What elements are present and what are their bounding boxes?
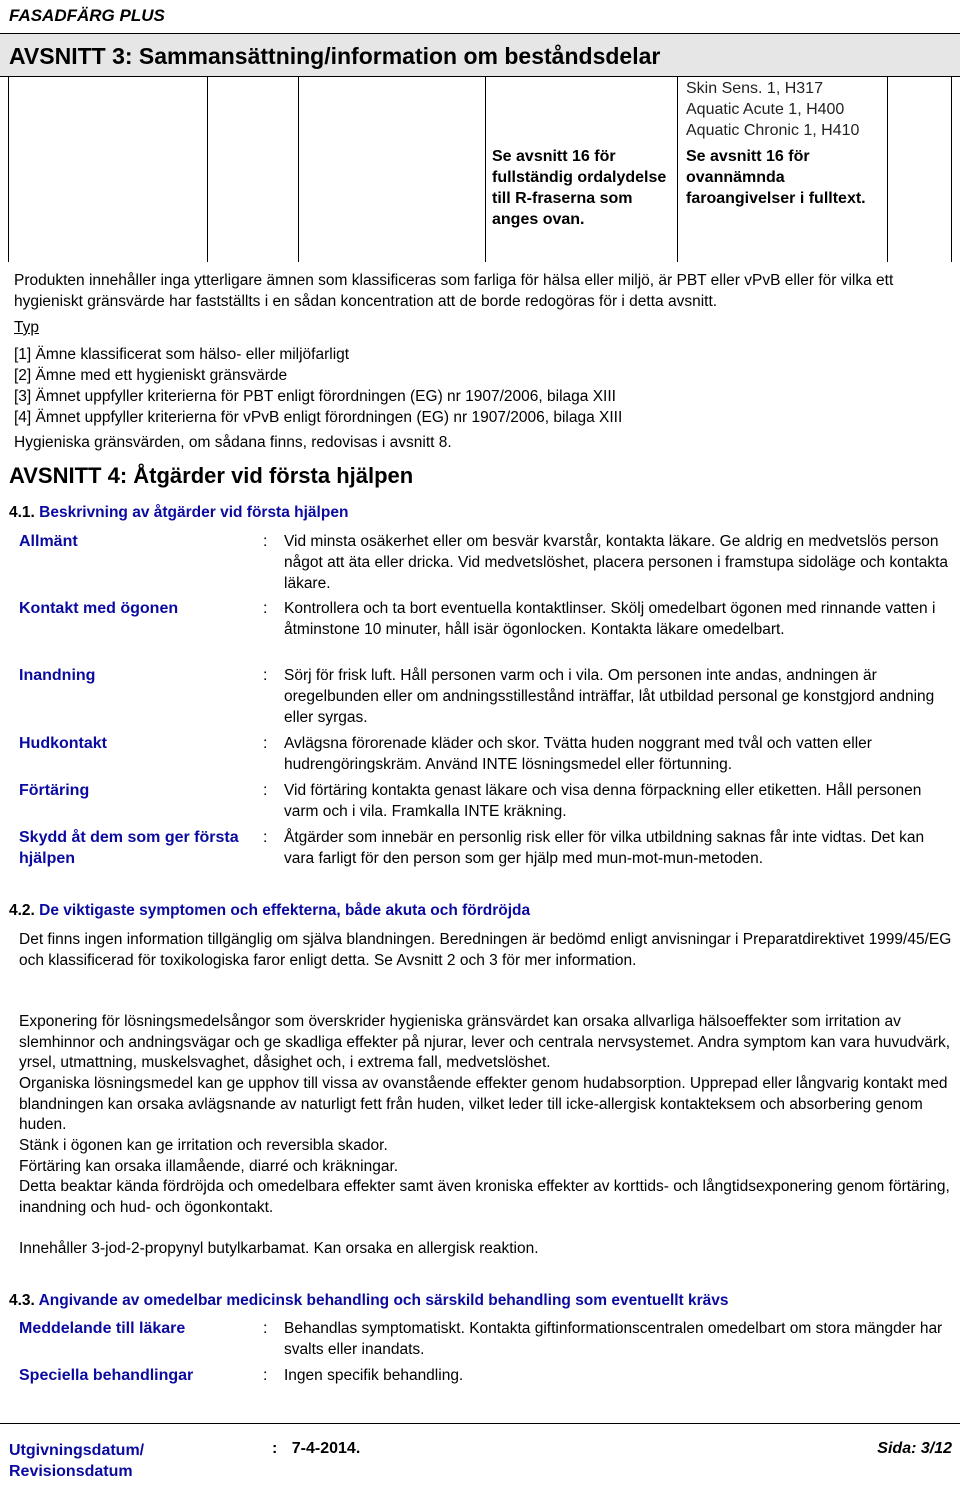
subsection-4-2 <box>9 902 530 920</box>
colon: : <box>263 667 268 684</box>
table-border <box>298 77 299 262</box>
table-border <box>207 77 208 262</box>
colon: : <box>263 782 268 799</box>
section3-title: AVSNITT 3: Sammansättning/information om beståndsdelar <box>9 43 661 69</box>
type-note-4: [4] Ämnet uppfyller kriterierna för vPvB enligt förordningen (EG) nr 1907/2006, bilaga XIII <box>14 409 623 426</box>
symptoms-paragraph-5: Förtäring kan orsaka illamående, diarré och kräkningar. <box>19 1158 399 1175</box>
value-specific-treatments: Ingen specifik behandling. <box>284 1367 464 1384</box>
symptoms-paragraph-2: Exponering för lösningsmedelsångor som överskrider hygieniska gränsvärdet kan orsaka allvarliga hälsoeffekter som irritation av slemhinnor och andningsvägar och ge skadliga effekter på njurar, lever och centrala nervsystemet. Andra symptom kan vara huvudvärk, yrsel, utmattning, muskelsvaghet, dåsighet och, i extrema fall, medvetslöshet. <box>19 1013 951 1071</box>
subsection-number: 4.3. <box>9 1292 35 1309</box>
section4-title: AVSNITT 4: Åtgärder vid första hjälpen <box>9 463 414 488</box>
colon: : <box>263 735 268 752</box>
footer-divider <box>0 1423 960 1424</box>
colon: : <box>263 533 268 550</box>
symptoms-paragraph-4: Stänk i ögonen kan ge irritation och reversibla skador. <box>19 1137 388 1154</box>
subsection-number: 4.1. <box>9 504 35 521</box>
subsection-number: 4.2. <box>9 902 35 919</box>
value-note-to-physician: Behandlas symptomatiskt. Kontakta giftinformationscentralen omedelbart om stora mängder har svalts eller inandats. <box>284 1320 943 1358</box>
table-border <box>8 77 9 262</box>
h-statements-note: Se avsnitt 16 för ovannämnda faroangivelser i fulltext. <box>686 148 866 207</box>
label-ingestion: Förtäring <box>19 782 90 799</box>
label-skin-contact: Hudkontakt <box>19 735 107 752</box>
h-statement-3: Aquatic Chronic 1, H410 <box>686 122 860 139</box>
section3-header-bar <box>0 34 960 76</box>
symptoms-paragraph-3: Organiska lösningsmedel kan ge upphov till vissa av ovanstående effekter genom hudabsorption. Upprepad eller långvarig kontakt med blandningen kan orsaka avlägsnande av naturligt fett från huden, vilket leder till icke-allergisk kontakteksem och absorbering genom huden. <box>19 1075 948 1133</box>
product-name: FASADFÄRG PLUS <box>9 6 165 25</box>
type-heading: Typ <box>14 319 39 336</box>
table-border <box>951 77 952 262</box>
label-note-to-physician: Meddelande till läkare <box>19 1320 186 1337</box>
value-ingestion: Vid förtäring kontakta genast läkare och visa denna förpackning eller etiketten. Håll personen varm och i vila. Framkalla INTE kräkning. <box>284 782 922 820</box>
value-first-aider-protection: Åtgärder som innebär en personlig risk eller för vilka utbildning saknas får inte vidtas. Det kan vara farligt för den person som ger hjälp med mun-mot-mun-metoden. <box>284 829 925 867</box>
footer-date <box>272 1440 360 1458</box>
label-inhalation: Inandning <box>19 667 96 684</box>
symptoms-paragraph-1: Det finns ingen information tillgänglig om själva blandningen. Beredningen är bedömd enligt anvisningar i Preparatdirektivet 1999/45/EG och klassificerad för toxikologiska faror enligt detta. Se Avsnitt 2 och 3 för mer information. <box>19 931 952 969</box>
colon: : <box>263 600 268 617</box>
hygiene-note: Hygieniska gränsvärden, om sådana finns, redovisas i avsnitt 8. <box>14 434 452 451</box>
table-border <box>887 77 888 262</box>
subsection-title: Angivande av omedelbar medicinsk behandling och särskild behandling som eventuellt krävs <box>38 1292 729 1309</box>
table-border <box>677 77 678 262</box>
table-border <box>485 77 486 262</box>
colon: : <box>263 1320 268 1337</box>
type-note-1: [1] Ämne klassificerat som hälso- eller miljöfarligt <box>14 346 350 363</box>
value-inhalation: Sörj för frisk luft. Håll personen varm och i vila. Om personen inte andas, andningen är oregelbunden eller om andningsstillestånd inträffar, låt utbildad personal ge konstgjord andning eller syrgas. <box>284 667 935 726</box>
subsection-title: De viktigaste symptomen och effekterna, både akuta och fördröjda <box>39 902 531 919</box>
symptoms-paragraph-6: Detta beaktar kända fördröjda och omedelbara effekter samt även kroniska effekter av korttids- och långtidsexponering genom förtäring, inandning och hud- och ögonkontakt. <box>19 1178 950 1216</box>
footer-colon: : <box>272 1440 278 1457</box>
subsection-title: Beskrivning av åtgärder vid första hjälpen <box>39 504 349 521</box>
value-allmant: Vid minsta osäkerhet eller om besvär kvarstår, kontakta läkare. Ge aldrig en medvetslös person något att äta eller dricka. Vid medvetslöshet, placera personen i framstupa sidoläge och kontakta läkare. <box>284 533 949 592</box>
page-number: Sida: 3/12 <box>877 1440 952 1457</box>
h-statement-1: Skin Sens. 1, H317 <box>686 80 823 97</box>
footer-date-label: Utgivningsdatum/ Revisionsdatum <box>9 1442 145 1480</box>
r-phrases-note: Se avsnitt 16 för fullständig ordalydelse till R-fraserna som anges ovan. <box>492 148 667 228</box>
label-allmant: Allmänt <box>19 533 78 550</box>
colon: : <box>263 829 268 846</box>
intro-paragraph: Produkten innehåller inga ytterligare ämnen som klassificeras som farliga för hälsa eller miljö, är PBT eller vPvB eller för vilka ett hygieniskt gränsvärde har fastställts i en sådan koncentration att de borde redogöras för i detta avsnitt. <box>14 272 894 310</box>
subsection-4-3 <box>9 1292 729 1310</box>
value-skin-contact: Avlägsna förorenade kläder och skor. Tvätta huden noggrant med tvål och vatten eller hudrengöringskräm. Använd INTE lösningsmedel eller förtunning. <box>284 735 872 773</box>
value-eye-contact: Kontrollera och ta bort eventuella kontaktlinser. Skölj omedelbart ögonen med rinnande vatten i åtminstone 10 minuter, håll isär ögonlocken. Kontakta läkare omedelbart. <box>284 600 936 638</box>
subsection-4-1 <box>9 504 348 522</box>
label-eye-contact: Kontakt med ögonen <box>19 600 179 617</box>
header-bar-divider <box>0 76 960 77</box>
symptoms-paragraph-7: Innehåller 3-jod-2-propynyl butylkarbamat. Kan orsaka en allergisk reaktion. <box>19 1240 539 1257</box>
label-specific-treatments: Speciella behandlingar <box>19 1367 194 1384</box>
label-first-aider-protection: Skydd åt dem som ger första hjälpen <box>19 829 239 867</box>
footer-date-value: 7-4-2014. <box>291 1440 361 1457</box>
type-note-2: [2] Ämne med ett hygieniskt gränsvärde <box>14 367 288 384</box>
h-statement-2: Aquatic Acute 1, H400 <box>686 101 845 118</box>
type-note-3: [3] Ämnet uppfyller kriterierna för PBT enligt förordningen (EG) nr 1907/2006, bilaga XIII <box>14 388 616 405</box>
colon: : <box>263 1367 268 1384</box>
